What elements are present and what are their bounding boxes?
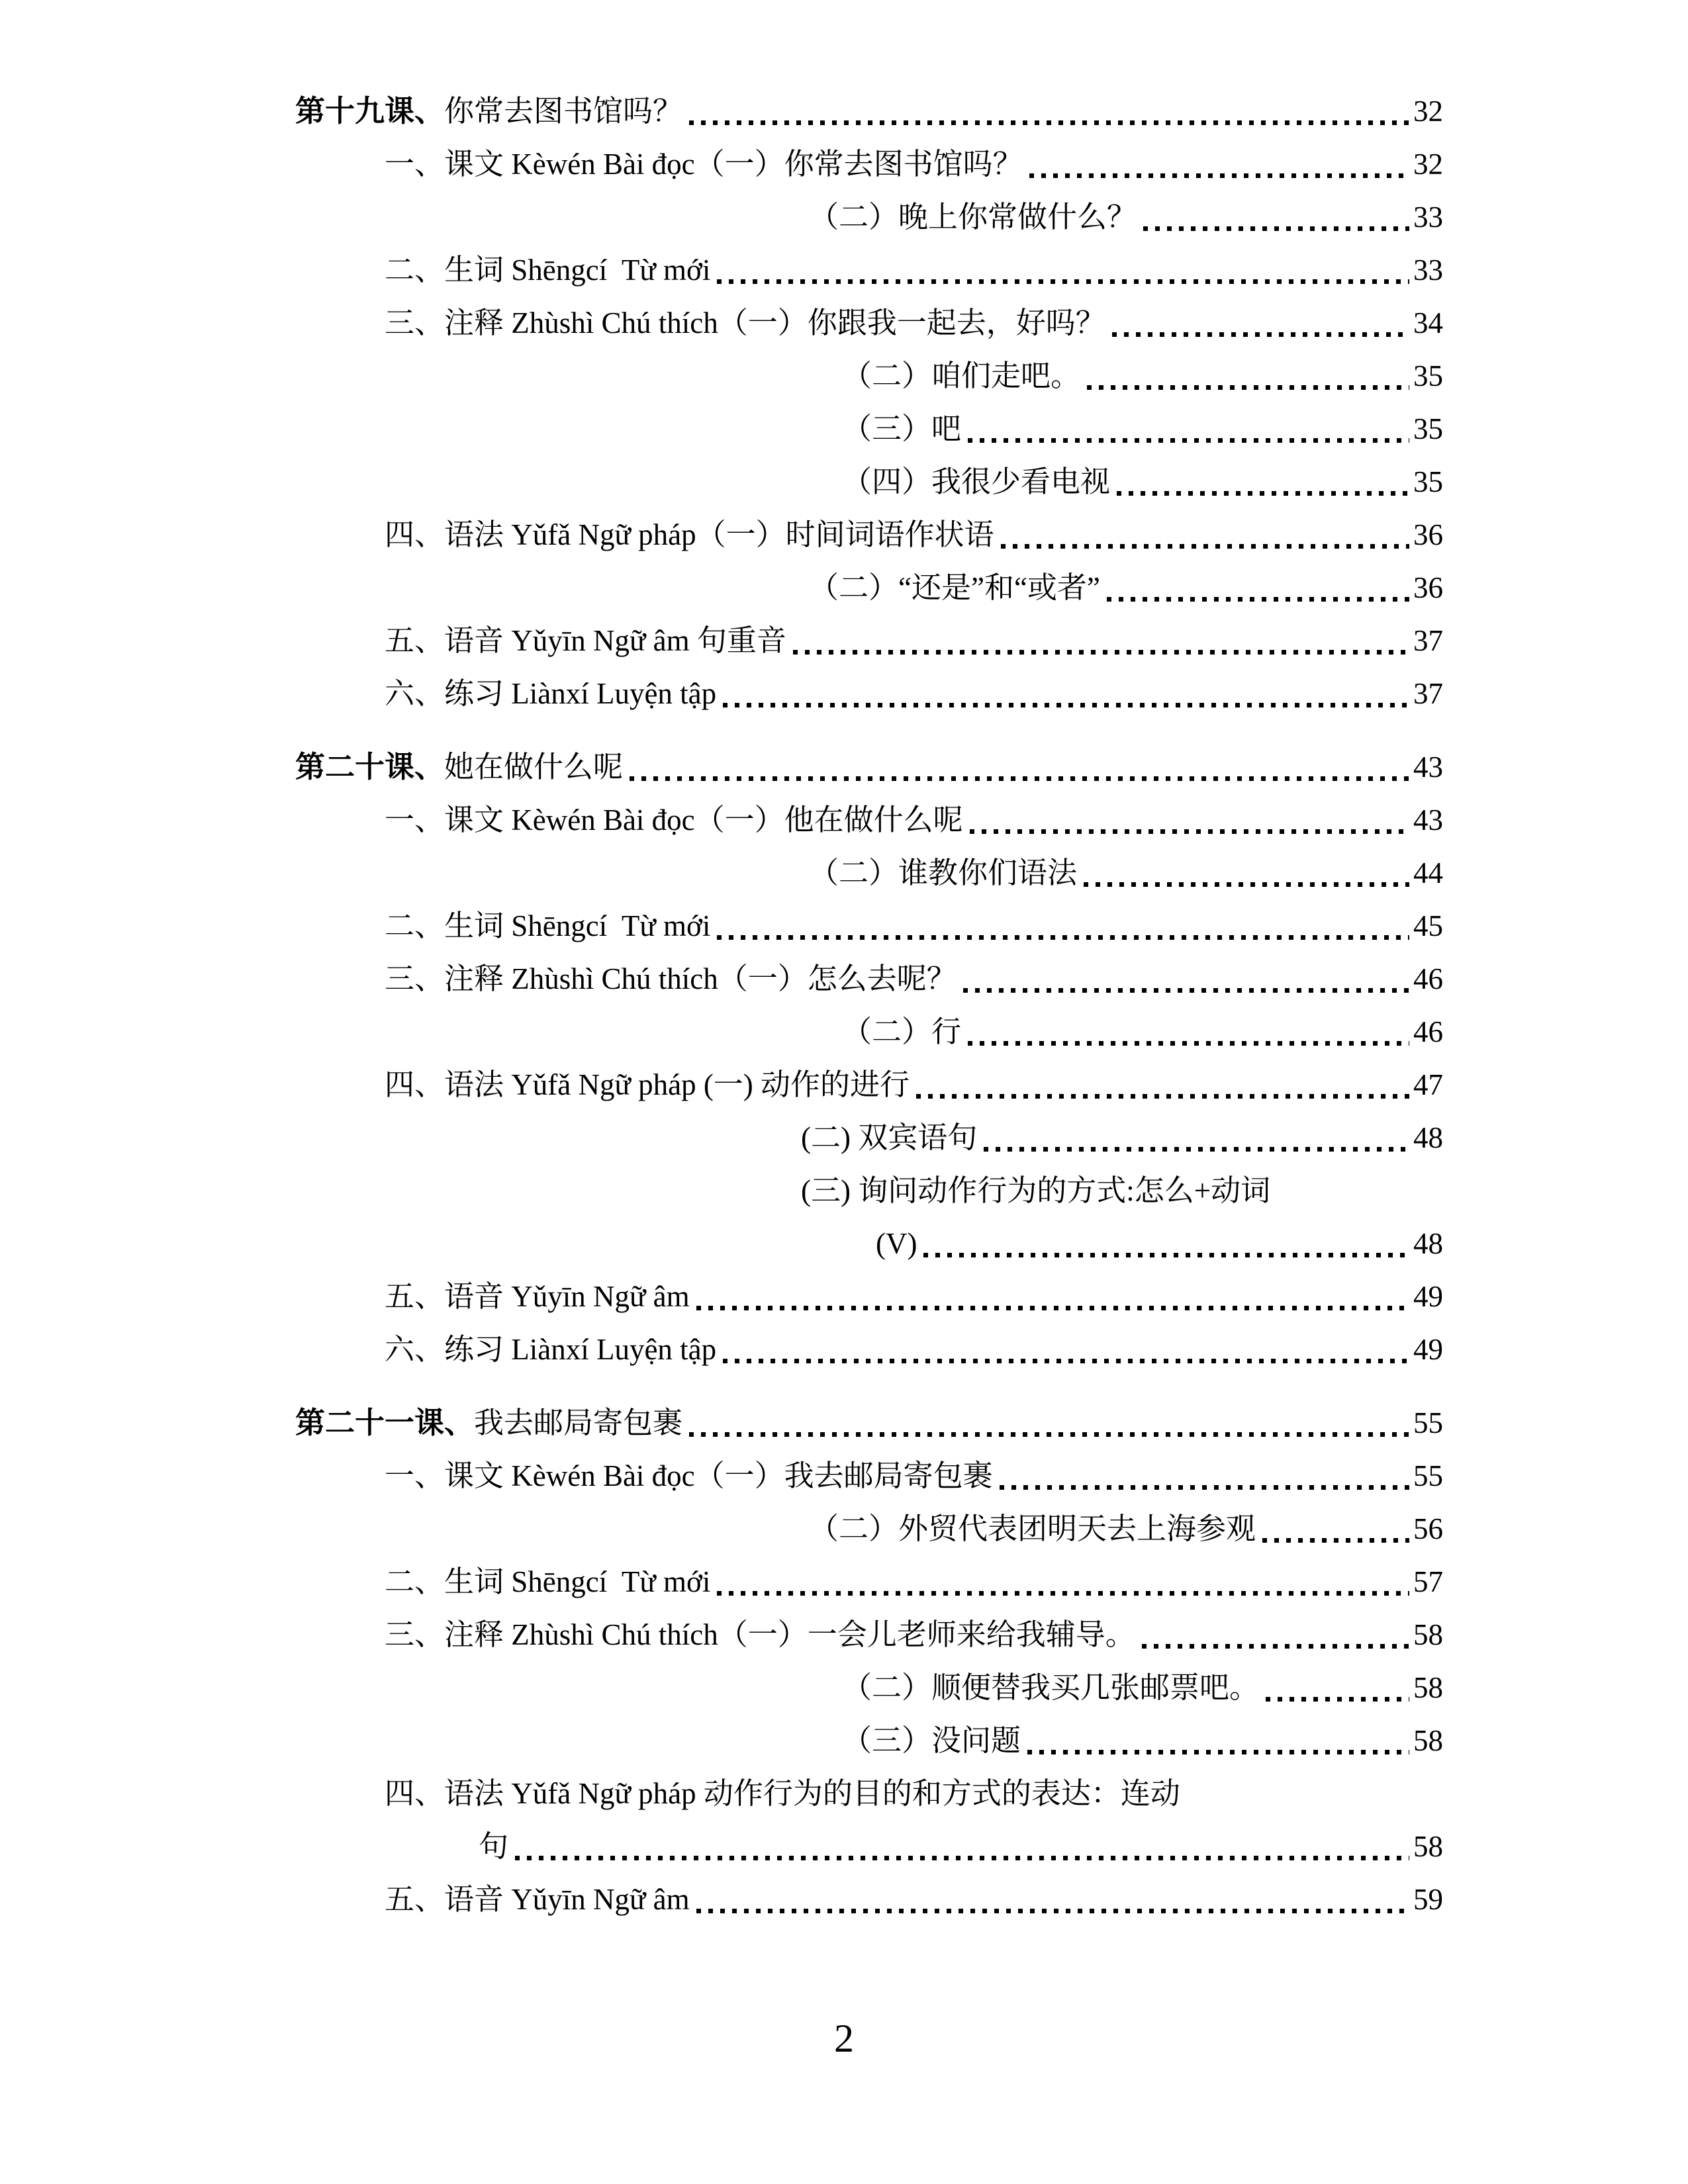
page-number: 59 xyxy=(1413,1883,1443,1916)
dot-leader xyxy=(793,650,1409,655)
dot-leader xyxy=(984,1147,1409,1152)
entry-text: 你常去图书馆吗？ xyxy=(444,95,683,128)
entry-text: （二）“还是”和“或者” xyxy=(809,571,1100,604)
toc-entry xyxy=(385,296,1443,349)
toc-entry xyxy=(385,508,1443,561)
toc-entry xyxy=(385,1873,1443,1926)
toc-entry xyxy=(385,1323,1443,1376)
toc-entry xyxy=(809,561,1443,614)
entry-text: 三、注释 Zhùshì Chú thích（一）你跟我一起去，好吗？ xyxy=(385,306,1105,340)
toc-entry xyxy=(385,614,1443,667)
dot-leader xyxy=(1142,1644,1409,1649)
dot-leader xyxy=(717,935,1409,940)
toc-lesson-entry xyxy=(295,741,1443,794)
toc-entry xyxy=(809,191,1443,244)
entry-text: （二）顺便替我买几张邮票吧。 xyxy=(842,1671,1260,1704)
entry-text: (V) xyxy=(876,1227,917,1260)
entry-text: 四、语法 Yǔfǎ Ngữ pháp (一) 动作的进行 xyxy=(385,1068,910,1101)
entry-text: 一、课文 Kèwén Bài đọc（一）他在做什么呢 xyxy=(385,803,963,837)
page-number: 58 xyxy=(1413,1830,1443,1863)
entry-text: 二、生词 Shēngcí Từ mới xyxy=(385,909,711,942)
entry-text: （二）外贸代表团明天去上海参观 xyxy=(809,1512,1256,1545)
entry-text: (二) 双宾语句 xyxy=(801,1121,978,1154)
dot-leader xyxy=(689,120,1409,125)
entry-text: 四、语法 Yǔfǎ Ngữ pháp 动作行为的目的和方式的表达：连动 xyxy=(385,1777,1180,1810)
dot-leader xyxy=(696,1909,1409,1913)
entry-text: 五、语音 Yǔyīn Ngữ âm xyxy=(385,1883,690,1916)
page-number: 36 xyxy=(1413,518,1443,551)
toc-entry xyxy=(842,1714,1443,1767)
toc-entry xyxy=(385,667,1443,720)
toc-lesson-entry xyxy=(295,1396,1443,1449)
entry-text: 一、课文 Kèwén Bài đọc（一）你常去图书馆吗？ xyxy=(385,148,1023,181)
dot-leader xyxy=(968,438,1409,443)
dot-leader xyxy=(1084,882,1409,887)
dot-leader xyxy=(696,1306,1409,1310)
dot-leader xyxy=(968,1041,1409,1046)
toc-entry xyxy=(385,952,1443,1005)
dot-leader xyxy=(630,776,1409,781)
entry-text: （二）晚上你常做什么？ xyxy=(809,201,1137,234)
toc-entry xyxy=(842,1005,1443,1058)
dot-leader xyxy=(515,1856,1409,1860)
toc-entry xyxy=(842,1661,1443,1714)
dot-leader xyxy=(1029,173,1409,178)
page-number: 34 xyxy=(1413,306,1443,340)
dot-leader xyxy=(717,1591,1409,1596)
page-number: 45 xyxy=(1413,909,1443,942)
toc-entry xyxy=(842,402,1443,455)
toc-lesson-entry xyxy=(295,85,1443,138)
page-number: 55 xyxy=(1413,1459,1443,1492)
entry-text: 一、课文 Kèwén Bài đọc（一）我去邮局寄包裹 xyxy=(385,1459,993,1492)
toc-entry xyxy=(385,1767,1443,1820)
page-number: 49 xyxy=(1413,1280,1443,1313)
page-number: 43 xyxy=(1413,751,1443,784)
page-number: 58 xyxy=(1413,1724,1443,1757)
entry-text: （三）吧 xyxy=(842,412,962,445)
dot-leader xyxy=(723,703,1409,707)
dot-leader xyxy=(970,829,1409,834)
dot-leader xyxy=(1266,1697,1409,1702)
entry-text: 二、生词 Shēngcí Từ mới xyxy=(385,1565,711,1598)
page-number: 48 xyxy=(1413,1227,1443,1260)
dot-leader xyxy=(689,1432,1409,1437)
page-number: 37 xyxy=(1413,624,1443,657)
toc-rows xyxy=(295,85,1443,1926)
dot-leader xyxy=(1262,1538,1409,1543)
page-number: 35 xyxy=(1413,359,1443,392)
dot-leader xyxy=(916,1094,1409,1099)
toc-entry xyxy=(809,1502,1443,1555)
toc-entry xyxy=(801,1164,1443,1217)
toc-entry xyxy=(385,1608,1443,1661)
toc-entry xyxy=(876,1217,1443,1270)
page-number: 44 xyxy=(1413,856,1443,889)
dot-leader xyxy=(963,988,1409,993)
toc-entry xyxy=(385,1555,1443,1608)
entry-text: 五、语音 Yǔyīn Ngữ âm xyxy=(385,1280,690,1313)
toc-entry xyxy=(385,1270,1443,1323)
entry-text: (三) 询问动作行为的方式:怎么+动词 xyxy=(801,1174,1271,1207)
dot-leader xyxy=(1000,1485,1409,1490)
page-number: 35 xyxy=(1413,412,1443,445)
footer-page-number: 2 xyxy=(834,2017,854,2060)
entry-text: （二）行 xyxy=(842,1015,962,1048)
lesson-label: 第二十一课、 xyxy=(295,1406,475,1439)
entry-text: 二、生词 Shēngcí Từ mới xyxy=(385,253,711,287)
toc-entry xyxy=(479,1820,1443,1873)
toc-entry xyxy=(801,1111,1443,1164)
entry-text: 六、练习 Liànxí Luyện tập xyxy=(385,677,717,710)
page-number: 37 xyxy=(1413,677,1443,710)
dot-leader xyxy=(923,1253,1409,1257)
page-number: 57 xyxy=(1413,1565,1443,1598)
entry-text: 句 xyxy=(479,1830,509,1863)
page-number: 32 xyxy=(1413,95,1443,128)
dot-leader xyxy=(1087,385,1409,390)
entry-text: （二）咱们走吧。 xyxy=(842,359,1081,392)
page-number: 36 xyxy=(1413,571,1443,604)
page-number: 46 xyxy=(1413,962,1443,995)
dot-leader xyxy=(1112,332,1409,337)
lesson-label: 第二十课、 xyxy=(295,751,445,784)
page-number: 47 xyxy=(1413,1068,1443,1101)
toc-entry xyxy=(385,899,1443,952)
entry-text: 三、注释 Zhùshì Chú thích（一）一会儿老师来给我辅导。 xyxy=(385,1618,1135,1651)
page-number: 48 xyxy=(1413,1121,1443,1154)
toc-entry xyxy=(842,349,1443,402)
lesson-label: 第十九课、 xyxy=(295,95,445,128)
page-number: 35 xyxy=(1413,465,1443,498)
dot-leader xyxy=(1027,1750,1409,1754)
toc-entry xyxy=(385,1058,1443,1111)
entry-text: 三、注释 Zhùshì Chú thích（一）怎么去呢？ xyxy=(385,962,957,995)
entry-text: （三）没问题 xyxy=(842,1724,1021,1757)
page-number: 33 xyxy=(1413,253,1443,287)
dot-leader xyxy=(1001,544,1409,549)
toc-entry xyxy=(809,846,1443,899)
toc-entry xyxy=(385,244,1443,296)
toc-entry xyxy=(385,1449,1443,1502)
entry-text: 五、语音 Yǔyīn Ngữ âm 句重音 xyxy=(385,624,786,657)
toc-entry xyxy=(385,138,1443,191)
page-number: 32 xyxy=(1413,148,1443,181)
page-number: 33 xyxy=(1413,201,1443,234)
page-number: 49 xyxy=(1413,1333,1443,1366)
entry-text: 她在做什么呢 xyxy=(444,751,624,784)
page-number: 46 xyxy=(1413,1015,1443,1048)
entry-text: 四、语法 Yǔfǎ Ngữ pháp（一）时间词语作状语 xyxy=(385,518,994,551)
page-number: 56 xyxy=(1413,1512,1443,1545)
page-number: 55 xyxy=(1413,1406,1443,1439)
dot-leader xyxy=(717,279,1409,284)
dot-leader xyxy=(1107,597,1409,602)
entry-text: 我去邮局寄包裹 xyxy=(474,1406,683,1439)
dot-leader xyxy=(723,1359,1409,1363)
entry-text: 六、练习 Liànxí Luyện tập xyxy=(385,1333,717,1366)
page-number: 43 xyxy=(1413,803,1443,837)
entry-text: （二）谁教你们语法 xyxy=(809,856,1078,889)
toc-entry xyxy=(842,455,1443,508)
entry-text: （四）我很少看电视 xyxy=(842,465,1111,498)
dot-leader xyxy=(1117,491,1409,496)
page-number: 58 xyxy=(1413,1618,1443,1651)
page-number: 58 xyxy=(1413,1671,1443,1704)
dot-leader xyxy=(1143,226,1409,231)
toc-entry xyxy=(385,794,1443,846)
